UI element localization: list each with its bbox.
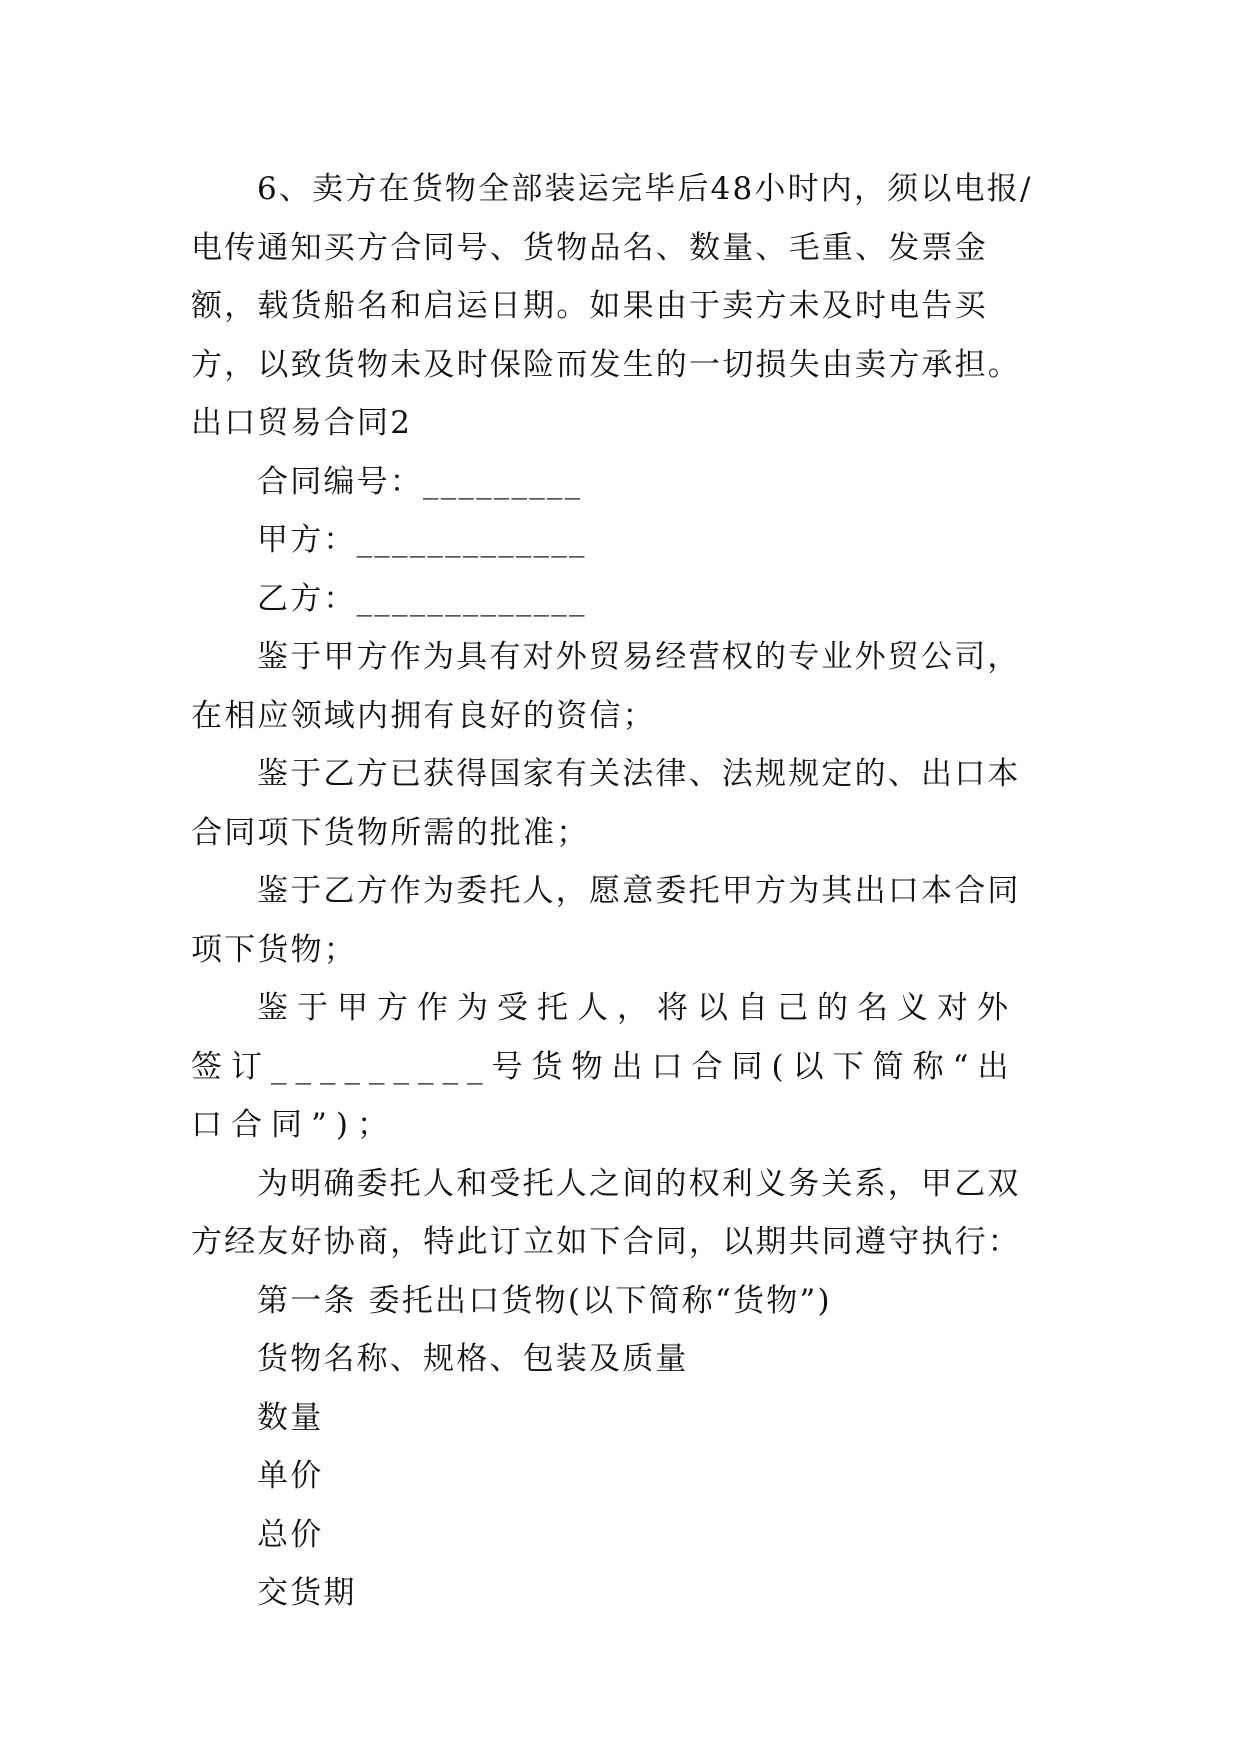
goods-spec-label: 货物名称、规格、包装及质量: [257, 1341, 689, 1377]
contract-title: 出口贸易合同2: [191, 405, 413, 441]
quantity-label: 数量: [257, 1399, 324, 1436]
party-b-line: 乙方：_____________: [257, 580, 587, 617]
contract-number-line: 合同编号：_________: [257, 463, 583, 500]
party-a-line: 甲方：_____________: [257, 522, 587, 558]
recital-party-a-qualification: 鉴于甲方作为具有对外贸易经营权的专业外贸公司，在相应领域内拥有良好的资信；: [191, 639, 1021, 734]
delivery-date-label: 交货期: [257, 1575, 357, 1611]
recital-export-contract: 鉴于甲方作为受托人，将以自己的名义对外签订_________号货物出口合同(以下简称“出口合同”)；: [191, 990, 1018, 1143]
recital-purpose: 为明确委托人和受托人之间的权利义务关系，甲乙双方经友好协商，特此订立如下合同，以期共同遵守执行：: [191, 1165, 1021, 1260]
recital-party-b-approval: 鉴于乙方已获得国家有关法律、法规规定的、出口本合同项下货物所需的批准；: [191, 756, 1021, 851]
article-one-title: 第一条 委托出口货物(以下简称“货物”): [257, 1282, 832, 1319]
total-price-label: 总价: [257, 1516, 324, 1553]
recital-entrustment: 鉴于乙方作为委托人，愿意委托甲方为其出口本合同项下货物；: [191, 873, 1021, 968]
unit-price-label: 单价: [257, 1458, 324, 1494]
paragraph-shipping-notice: 6、卖方在货物全部装运完毕后48小时内，须以电报/电传通知买方合同号、货物品名、数量、毛重、发票金额，载货船名和启运日期。如果由于卖方未及时电告买方，以致货物未及时保险而发生的一切损失由卖方承担。: [191, 171, 1033, 383]
document-body: [191, 160, 1051, 1623]
